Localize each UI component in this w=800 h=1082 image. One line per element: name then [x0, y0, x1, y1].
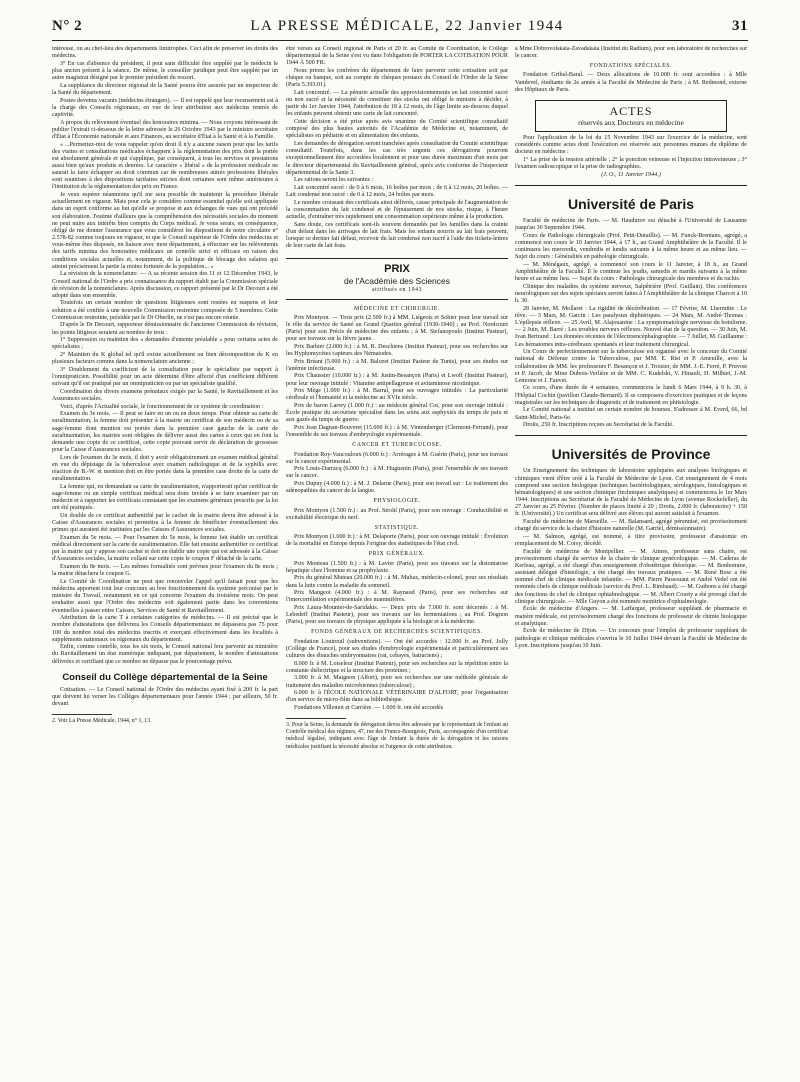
paragraph: Ce cours, d'une durée de 4 semaines, commencera le lundi 6 Mars 1944, à 9 h. 30, à l'Hôpital Cochin (pavillon Claude-Bernard). Il se composera d'exercices pratiques et de leçons magistrales sur les techniques de diagnostic et de traitement en phtisiologie.	[515, 385, 747, 406]
column-1	[52, 46, 278, 1066]
paragraph: Fondations Villemot et Carrière. — 1.000 fr. ont été accordés	[294, 705, 444, 711]
paragraph: Les demandes de dérogation seront tranchées après consultation du Comité scientifique consultatif. Toutefois, dans les cas très urgents ces dérogations pourront exceptionnellement être accordées localement et pour une durée maximum d'un mois par le directeur départemental du Ravitaillement général, après avis conforme de l'inspecteur départemental de la Santé 3.	[286, 141, 508, 176]
paragraph: 6.000 fr. à l'ÉCOLE NATIONALE VÉTÉRINAIRE D'ALFORT, pour l'organisation d'un service de micro-film dans sa bibliothèque.	[286, 690, 508, 704]
paragraph: Fondation Loutreuil (subventions). — Ont été accordés : 12.000 fr. au Prof. Jolly (Collège de France), pour ses études d'embryologie expérimentale et particulièrement ses cultures des ébauches embryonnaires (rat, cobayes, batraciens) ;	[286, 638, 508, 659]
paragraph: Coordination des divers examens prénataux exigés par la Santé, le Ravitaillement et les Assurances sociales.	[52, 388, 278, 402]
page-header	[52, 18, 748, 40]
paragraph: Les rations seront les suivantes :	[294, 177, 374, 184]
paragraph: Lait concentré. — La pénurie actuelle des approvisionnements en lait concentré sucré ou non sucré et la nécessité de constituer des stocks ont obligé le ministre à décider, à partir du 1er Janvier 1944, l'attribution de 18 à 12 mois, de l'âge limite au-dessous duquel les enfants peuvent obtenir une carte de lait concentré.	[286, 89, 508, 118]
paragraph: Faculté de médecine de Montpellier. — M. Aimes, professeur sans chaire, est provisoirement chargé du service de la chaire de clinique gynécologique. — M. Caderas de Kerleau, agrégé, a été chargé d'un enseignement d'obstétrique théorique. — M. Bonhomme, assistant délégué d'histologie, a été chargé des travaux pratiques. — M. René Bosc a été nommé chef de clinique médicale infantile. — MM. Pierre Passouant et André Vedel ont été nommés chefs de clinique médicale (service du Prof. L. Rimbaud). — M. Guibons a été chargé des fonctions de chef de clinique ophtalmologique. — M. Albert Courty a été prorogé chef de clinique chirurgicale. — Mlle Guyon a été nommée monitrice d'ophtalmologie.	[515, 548, 747, 605]
paragraph: Prix Bréant (5.000 fr.) : à M. Balozet (Institut Pasteur de Tunis), pour ses études sur l'anémie infectieuse.	[286, 358, 508, 372]
paragraph: Examen du 3e mois. — Il peut se faire en un ou en deux temps. Pour obtenir sa carte de suralimentation, la femme doit présenter à la mairie un certificat de son médecin ou de sa sage-femme dont mention est portée dans la première case gauche de la carte de suralimentation, les mairies sont obligées de délivrer aussi des cartes à ceux qui en font la demande une copie de ce certificat, cette copie pouvant servir de déclaration de grossesse pour la Caisse d'Assurances sociales.	[52, 411, 278, 454]
paragraph: Prix de baron Larrey (1.000 fr.) : au médecin général Cot, pour son ouvrage intitulé : École pratique du secouriste spécialisé dans les soins aux asphyxiés du temps de paix et aux gazés du temps de guerre.	[286, 403, 508, 424]
header-rule	[52, 40, 748, 41]
prix-subtitle: de l'Académie des Sciences	[343, 276, 451, 287]
subheading-cancer: CANCER ET TUBERCULOSE.	[352, 442, 442, 449]
footnote: 3. Pour la Seine, la demande de dérogation devra être adressée par le représentant de l'enfant au Contrôle médical des régimes, 47, rue des Francs-Bourgeois, Paris, accompagnée d'un certificat médical légalisé, indiquant avec l'âge de l'enfant la durée de la dérogation et les raisons médicales justifiant la nécessité absolue et l'urgence de cette attribution.	[286, 722, 508, 750]
paragraph: Postes devenus vacants (médecins étrangers). — Il est rappelé que leur recensement est à la charge des Conseils régionaux, en vue de leur attribution aux médecins rentrés de captivité.	[52, 97, 278, 118]
paragraph: à Mme Dobrovolskaia-Zavadskaia (Institut du Radium), pour son laboratoire de recherches sur le cancer.	[515, 46, 747, 60]
paragraph: 3° En cas d'absence du président, il peut sans difficulté être suppléé par le médecin le plus ancien présent à la séance. De même, le conseiller juridique peut être suppléé par un autre magistrat désigné par le premier président du ressort.	[52, 60, 278, 82]
paragraph: Prix Jean Dagnan-Bouveret (15.000 fr.) : à M. Vintemberger (Clermont-Ferrand), pour l'ensemble de ses travaux d'embryologie expérimentale.	[286, 425, 508, 439]
paragraph: Cotisation. — Le Conseil national de l'Ordre des médecins ayant fixé à 200 fr. la part que doivent lui verser les Collèges départementaux pour l'année 1944 ; par ailleurs, 50 fr. devant	[52, 686, 278, 708]
actes-subtitle: réservés aux Docteurs en médecine	[578, 117, 684, 127]
paragraph: Prix Montyon. — Trois prix (2.500 fr.) à MM. Liégeois et Sohier pour leur travail sur le rôle du service de Santé au Grand Quartier général (1930-1940) ; au Prof. Nordcourt (Paris) pour son Précis de médecine des enfants ; à M. Stefanopoulo (Institut Pasteur), pour ses travaux sur la fièvre jaune.	[286, 314, 508, 343]
paragraph: Examen du 8e mois. — Les mêmes formalités sont prévues pour l'examen du 8e mois ; la mairie détachera le coupon G.	[52, 564, 278, 578]
paragraph: Un Cours de perfectionnement sur la tuberculose est organisé avec le concours du Comité national de Défense contre la Tuberculose, par MM. E. Rist et P. Ameuille, avec la collaboration de MM. les professeurs F. Besançon et J. Troisier, de MM. J.-E. Ferré, P. Pruvost et P. Jacob, de Mme Dubois-Verlière et de MM. C. Kudelski, V. Hinault, H. Milhiet, J.-M. Lemoine et J. Fauvet.	[515, 349, 747, 384]
paragraph: — M. Salmon, agrégé, est nommé, à titre provisoire, professeur d'anatomie en remplacement de M. Corsy, décédé.	[515, 533, 747, 547]
paragraph: Toutefois un certain nombre de questions litigieuses sont restées en suspens et leur solution a été confiée à une nouvelle Commission restreinte composée de 5 membres. Cette Commission restreinte, présidée par le Dr Oberlin, ne s'est pas encore réunie.	[52, 300, 278, 321]
section-rule	[515, 435, 747, 436]
section-rule	[515, 185, 747, 186]
paragraph: Droits, 250 fr. Inscriptions reçues au Secrétariat de la Faculté.	[523, 422, 674, 429]
subheading-medecine: MÉDECINE ET CHIRURGIE.	[353, 305, 441, 312]
paragraph: Fondation Roy-Vaucouloux (6.000 fr.) : Arrérages à M. Guérin (Paris), pour ses travaux sur le cancer expérimental.	[286, 451, 508, 465]
paragraph: Attribution de la carte T à certaines catégories de médecins. — Il est précisé que le nombre d'attestations que délivrera les Conseils départementaux ne dépassera pas 75 pour 100 du nombre total des médecins inscrits et exerçant effectivement dans les localités à suppléments nationaux ou régionaux du département.	[52, 615, 278, 643]
footnote-rule	[52, 714, 112, 715]
paragraph: — M. Ménégaux, agrégé, a commencé son cours le 11 Janvier, à 18 h., au Grand Amphithéâtre de la Faculté. Il le continue les jeudis, samedis et mardis suivants à la même heure et au même lieu. — Sujet du cours : Pathologie chirurgicale des membres et du rachis.	[515, 261, 747, 283]
column-2	[286, 46, 508, 1066]
paragraph: intéressé, ou au chef-lieu des départements limitrophes. Ceci afin de préserver les droits des médecins.	[52, 46, 278, 60]
paragraph: Le nombre croissant des certificats ainsi délivrés, cause principale de l'augmentation de la consommation du lait condensé et de l'épuisement de nos stocks, risque, à l'heure actuelle, d'entraîner très rapidement une consommation supérieure même à la production.	[286, 199, 508, 221]
section-heading-universite-paris: Université de Paris	[567, 195, 695, 212]
subheading-prix-generaux: PRIX GÉNÉRAUX.	[368, 551, 426, 558]
paragraph: 1° La prise de la tension artérielle ; 2° la ponction veineuse et l'injection intraveineuse ; 3° l'examen radioscopique et la prise de radiographies.	[515, 156, 747, 171]
paragraph: Prix Chaussier (10.000 fr.) : à M. Justin-Besançon (Paris) et Lwoff (Institut Pasteur), pour leur ouvrage intitulé : Vitamine antipellagreuse et avitaminose nicotinique.	[286, 373, 508, 387]
paragraph: A propos du relèvement éventuel des honoraires minima. — Nous croyons intéressant de publier l'extrait ci-dessous de la lettre adressée le 26 Octobre 1943 par le ministre secrétaire d'État à l'Économie nationale et aux Finances, au secrétaire d'État à la Santé et à la Famille.	[52, 119, 278, 140]
paragraph: « ...Permettez-moi de vous rappeler qu'en droit il n'y a aucune raison pour que les tarifs des visites et consultations médicales échappent à la réglementation des prix dont la portée est absolument générale et qui s'applique, par conséquent, à tous les services et prestations aussi bien qu'aux produits et denrées. Le caractère « libéral » de la profession médicale ne saurait la faire échapper au droit commun car de nombreuses autres professions libérales sont soumises à des dispositions tarifaires strictes dont certaines sont même antérieures à l'institution de la réglementation des prix en France.	[52, 141, 278, 191]
paragraph: Prix Montyon (1.500 fr.) : au Prof. Strohl (Paris), pour son ouvrage : Conductibilité et excitabilité électrique du nerf.	[286, 507, 508, 521]
paragraph: Faculté de médecine de Marseille. — M. Balansard, agrégé pérennisé, est provisoirement chargé du service de la chaire d'histoire naturelle (M. Garriel, démissionnaire).	[515, 519, 747, 533]
paragraph: Prix Mangeot (4.000 fr.) : à M. Raynaud (Paris), pour ses recherches sur l'intercorrélation expérimentale des mammifères.	[286, 590, 508, 604]
paragraph: Enfin, comme contrôle, tous les six mois, le Conseil national fera parvenir au ministère du Ravitaillement un état numérique indiquant, par département, le nombre d'attestations délivrées et certifiant que ce nombre ne dépasse pas le pourcentage prévu.	[52, 644, 278, 665]
subheading-physiologie: PHYSIOLOGIE.	[373, 498, 421, 505]
paragraph: La femme qui, en demandant sa carte de suralimentation, n'apporterait qu'un certificat de sage-femme ou un simple certificat médical sera donc invitée à se faire examiner par un médecin et à rapporter les certificats constatant que les examens généraux prescrits par la loi ont été pratiqués.	[52, 483, 278, 512]
paragraph: Prix Montyon (1.000 fr.) : à M. Delaporte (Paris), pour son ouvrage intitulé : Évolution de la mortalité en Europe depuis l'origine des statistiques de l'état civil.	[286, 534, 508, 548]
prix-heading-block	[286, 258, 508, 299]
paragraph: Je veux espérer néanmoins qu'il me sera possible de maintenir la procédure libérale actuellement en vigueur. Mais pour cela je considère comme essentiel qu'elle soit appliquée dans un esprit conforme au but qu'elle se propose et aux échanges de vues qui ont précédé son élaboration. J'estime d'ailleurs que la compréhension des nécessités sociales du moment ne peut nuire aux intérêts bien compris du Corps médical. Je vous serais, en conséquence, obligé de me donner l'assurance que vous considérez les dispositions de notre circulaire n° 2.578-82 comme toujours en vigueur, et que le Conseil supérieur de l'Ordre des médecins et vous-même êtes disposés, en liaison avec mon département, à effectuer sur les relèvements des tarifs minima des honoraires médicaux un contrôle strict et efficace en raison des conditions sociales actuelles et, notamment, de la politique de blocage des salaires qui atteint précisément la partie la moins fortunée de la population... »	[52, 192, 278, 270]
paragraph: être versés au Conseil régional de Paris et 20 fr. au Comité de Coordination, le Collège départemental de la Seine s'est vu dans l'obligation de PORTER LA COTISATION POUR 1944 À 500 FR.	[286, 46, 508, 67]
subheading-fonds: FONDS GÉNÉRAUX DE RECHERCHES SCIENTIFIQUES.	[311, 629, 483, 636]
paragraph: Un double de ce certificat authentifié par le cachet de la mairie devra être adressé à la Caisse d'Assurances sociales et permettra à la femme de bénéficier éventuellement des primes qui auraient été instituées par les Caisses d'Assurances sociales.	[52, 513, 278, 534]
paragraph: Prix Barbier (2.000 fr.) : à M. R. Deschiens (Institut Pasteur), pour ses recherches sur les Hyphomycètes capteurs des Nématodes.	[286, 343, 508, 357]
column-3	[515, 46, 747, 1066]
paragraph: Prix Mège (1.000 fr.) : à M. Barral, pour ses ouvrages intitulés : La particularité cérébrale et l'humanité et la médecine au XVIe siècle.	[286, 388, 508, 402]
paragraph: Nous prions les confrères du département de faire parvenir cette cotisation soit par chèque ou banque, soit au compte de chèques postaux du Conseil de l'Ordre de la Seine (Paris 5.393.01).	[286, 67, 508, 89]
paragraph: Le Comité de Coordination ne peut que renouveler l'appel qu'il faisait pour que les médecins apportent tout leur concours au bon fonctionnement du système préconisé par le ministre du Travail, notamment en ce qui concerne l'examen du troisième mois. On peut souhaiter aussi que l'Ordre des médecins soit également partie dans les conventions éventuelles à passer entre Caisses, Services de Santé et Ravitaillement.	[52, 578, 278, 614]
paragraph: 28 Janvier, M. Mollaret : La rigidité de décérébration. — 17 Février, M. Lhermitte : Le rêve. — 3 Mars, M. Garcin : Les paralysies diphtériques. — 24 Mars, M. André-Thomas : L'épilepsie réflexe. — 25 Avril, M. Alajouanine : La symptomatologie nerveuse du botulisme. — 2 Juin, M. Barré : Les troubles nerveux réflexes. Nouvel état de la question. — 30 Juin, M. Ivan Bertrand : Les données récentes de l'électroencéphalographie. — 7 Juillet, M. Guillaume : Les hématomes intra-cérébraux spontanés et leur traitement chirurgical.	[515, 305, 747, 348]
paragraph: Prix Louis-Darracq (6.000 fr.) : à M. Huguenin (Paris), pour l'ensemble de ses travaux sur le cancer.	[286, 466, 508, 480]
page-number-left: N° 2	[52, 18, 83, 34]
paragraph: D'après le Dr Decourt, rapporteur démissionnaire de l'ancienne Commission de révision, les points litigieux seraient au nombre de trois :	[52, 322, 278, 336]
prix-title: PRIX	[384, 263, 410, 276]
paragraph: 8.000 fr. à M. Loiseleur (Institut Pasteur), pour ses recherches sur la répétition entre la constante diélectrique et la structure des protéines ;	[286, 660, 508, 674]
paragraph: Fondation Gribal-Baral. — Deux allocations de 10.000 fr. sont accordées : à Mlle Vandevel, étudiante de 2e année à la Faculté de Médecine de Paris ; à M. Redmond, externe des Hôpitaux de Paris.	[515, 72, 747, 93]
paragraph: 3° Doublement du coefficient de la consultation pour le spécialiste par rapport à l'omnipraticien. Possibilité pour un acte déterminé d'être affecté d'un coefficient différent suivant qu'il est pratiqué par un omnipraticien ou par un spécialiste qualifié.	[52, 366, 278, 388]
paragraph: Cette décision a été prise après avis unanime du Comité scientifique consultatif composé des plus hautes autorités de l'Académie de Médecine et, notamment, de spécialistes en pédiatrie et en alimentation des enfants.	[286, 119, 508, 140]
paragraph: Faculté de médecine de Paris. — M. Haudurov est détaché à l'Université de Lausanne jusqu'au 30 Septembre 1944.	[515, 217, 747, 232]
paragraph: Clinique des maladies du système nerveux, Salpêtrière (Prof. Guillain). Des conférences neurologiques sur des sujets spéciaux seront faites à l'Amphithéâtre de la clinique Charcot à 10 h. 30.	[515, 283, 747, 305]
paragraph: Le Comité national a institué un certain nombre de bourses. S'adresser à M. Everd, 66, bd Saint-Michel, Paris-6e.	[515, 407, 747, 421]
page-number-right: 31	[732, 18, 748, 34]
paragraph: 3.000 fr. à M. Maignon (Alfort), pour ses recherches sur une méthode générale de traitement des maladies microbiennes (tuberculose) ;	[286, 675, 508, 689]
prix-subtitle-2: attribués en 1943	[371, 287, 423, 294]
paragraph: Pour l'application de la loi du 15 Novembre 1943 sur l'exercice de la médecine, sont considérés comme actes dont l'exécution est réservée aux personnes munies du diplôme de docteur en médecine :	[515, 134, 747, 156]
subheading-fondations-speciales: FONDATIONS SPÉCIALES.	[589, 63, 673, 70]
paragraph: Prix Dupuy (4.000 fr.) : à M. J. Delarue (Paris), pour son travail sur : Le traitement des adénopathies du cancer de la langue.	[286, 481, 508, 495]
paragraph: La révision de la nomenclature. — A sa récente session des 11 et 12 Décembre 1943, le Conseil national de l'Ordre a pris connaissance du rapport établi par la Commission spéciale de révision de la nomenclature. Après discussion, ce rapport présenté par le Dr Decourt a été adopté dans son ensemble.	[52, 271, 278, 299]
actes-title: ACTES	[609, 103, 653, 118]
paragraph: La suppléance du directeur régional de la Santé pourra être assurée par un inspecteur de la Santé du département.	[52, 82, 278, 96]
footnote-rule	[286, 718, 346, 719]
source-citation: (J. O., 11 Janvier 1944.)	[601, 171, 661, 178]
paragraph: Prix du général Muteau (20.000 fr.) : à M. Mubaz, médecin-colonel, pour ses résultats dans la lutte contre la maladie du sommeil.	[286, 575, 508, 589]
paragraph: Prix Monteau (1.500 fr.) : à M. Lavier (Paris), pour ses travaux sur la distomatose hépatique chez l'homme et sa prophylaxie.	[286, 560, 508, 574]
paragraph: 1° Suppression ou maintien des « demandes d'entente préalable » pour certains actes de spécialistes ;	[52, 337, 278, 351]
subheading-statistique: STATISTIQUE.	[374, 524, 420, 531]
journal-title: LA PRESSE MÉDICALE, 22 Janvier 1944	[250, 18, 564, 34]
paragraph: 2° Maintien du K global tel qu'il existe actuellement ou bien décomposition de K en plusieurs facteurs comme dans la nomenclature ancienne ;	[52, 352, 278, 366]
paragraph: Un Enseignement des techniques de laboratoire appliquées aux analyses biologiques et chimiques vient d'être créé à la Faculté de Médecine de Lyon. Cet enseignement de 4 mois comprend une section biologique (techniques bactériologiques, sérologiques, histologiques et hématologiques) et une section chimique (techniques analytiques) et commencera le 1er Mars 1944. Inscriptions au Secrétariat de la Faculté de Médecine de Lyon (avenue Rockefeller), du 27 Janvier au 25 Février. (Nombre de places limité à 20 ; Droits, 2.000 fr. (laboratoire) + 150 fr. (Université).) Un certificat sera délivré aux élèves qui auront satisfait à l'examen.	[515, 468, 747, 518]
paragraph: Sans doute, ces certificats sont-ils souvent demandés par les familles dans la crainte d'un défaut dans les arrivages de lait frais. Mais les enfants nourris au lait frais peuvent, lorsque ce dernier fait défaut, recevoir du lait condensé non sucré à l'aide des tickets-lettres de leur carte de lait frais.	[286, 221, 508, 250]
paragraph: Prix Laura-Mounier-de-Saridakis. — Deux prix de 7.000 fr. sont décernés : à M. Lebedeff (Institut Pasteur), pour ses travaux sur les fermentations ; au Prof. Dognon (Paris), pour ses travaux de physique appliquée à la biologie et à la médecine.	[286, 604, 508, 626]
section-heading-conseil-seine: Conseil du Collège départemental de la Seine	[62, 671, 268, 683]
footnote: 2. Voir La Presse Médicale, 1944, n° 1, 13.	[52, 718, 152, 725]
paragraph: École de médecine d'Angers. — M. Laffargue, professeur suppléant de pharmacie et matière médicale, est provisoirement chargé des fonctions de professeur de chimie biologique et analytique.	[515, 606, 747, 627]
paragraph: Examen du 5e mois. — Pour l'examen du 5e mois, la femme fait établir un certificat médical directement sur la carte de suralimentation. Elle fait ensuite authentifier ce certificat par la mairie qui y appose son cachet et doit en établir une copie qui est adressée à la Caisse d'Assurances sociales, la mairie collant sur cette copie le coupon F détaché de la carte.	[52, 534, 278, 563]
section-heading-universites-province: Universités de Province	[551, 446, 711, 463]
paragraph: Cours de Pathologie chirurgicale (Prof. Petit-Dutaillis). — M. Funck-Brentano, agrégé, a commencé son cours le 10 Janvier 1944, à 17 h., au Grand Amphithéâtre de la Faculté. Il le continuera les mercredis, vendredis et lundis suivants à la même heure et au même lieu. — Sujet du cours : Généralités en pathologie chirurgicale.	[515, 232, 747, 261]
paragraph: Lait concentré sucré : de 0 à 6 mois, 16 boîtes par mois ; de 6 à 12 mois, 20 boîtes. — Lait condensé non sucré : de 0 à 12 mois, 24 boîtes par mois.	[286, 184, 508, 199]
actes-heading-box	[535, 100, 727, 132]
paragraph: Lors de l'examen du 3e mois, il doit y avoir obligatoirement un examen médical général en vue du dépistage de la tuberculose avec examen radiologique et de la syphilis avec réaction de B.-W. et mention doit en être portée dans la première case droite de la carte de suralimentation.	[52, 454, 278, 483]
paragraph: École de médecine de Dijon. — Un concours pour l'emploi de professeur suppléant de pathologie et clinique médicales s'ouvrira le 10 Juillet 1944 devant la Faculté de Médecine de Lyon. Inscriptions jusqu'au 10 Juin.	[515, 628, 747, 649]
paragraph: Voici, d'après l'Actualité sociale, le fonctionnement de ce système de coordination :	[60, 403, 264, 410]
